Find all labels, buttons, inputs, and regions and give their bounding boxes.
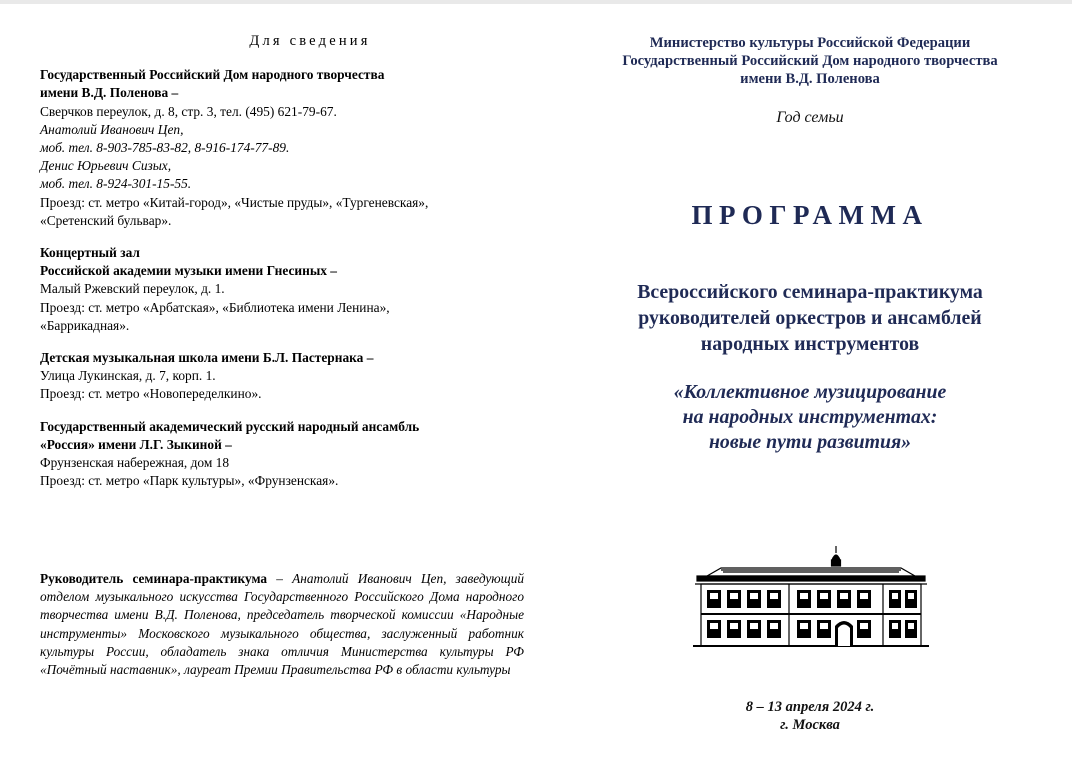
seminar-director [40, 570, 524, 679]
block-title-line: Государственный Российский Дом народного творчества [40, 67, 385, 83]
event-dates-block [556, 698, 1064, 734]
block-title-line: «Россия» имени Л.Г. Зыкиной – [40, 436, 232, 452]
cover-column [556, 34, 1064, 455]
address-line: Сверчков переулок, д. 8, стр. 3, тел. (495) 621-79-67. [40, 103, 337, 119]
block-title-line: Российской академии музыки имени Гнесиных – [40, 263, 338, 279]
metro-line: Проезд: ст. метро «Арбатская», «Библиотека имени Ленина», [40, 299, 390, 315]
metro-line: «Баррикадная». [40, 317, 130, 333]
event-dates: 8 – 13 апреля 2024 г. [745, 699, 875, 715]
address-line: Фрунзенская набережная, дом 18 [40, 455, 230, 471]
info-column [40, 32, 526, 504]
seminar-title-line: руководителей оркестров и ансамблей [638, 307, 982, 329]
metro-line: Проезд: ст. метро «Новопеределкино». [40, 386, 262, 402]
director-dash: – [267, 571, 293, 586]
seminar-topic [556, 380, 1064, 455]
contact-name: Денис Юрьевич Сизых, [40, 158, 172, 174]
block-title-line: Концертный зал [40, 245, 140, 261]
address-line: Малый Ржевский переулок, д. 1. [40, 281, 225, 297]
metro-line: Проезд: ст. метро «Парк культуры», «Фрунзенская». [40, 473, 339, 489]
topic-line: на народных инструментах: [682, 406, 938, 428]
block-title-line: Детская музыкальная школа имени Б.Л. Пастернака – [40, 350, 374, 366]
info-block-rossiya-ensemble [40, 418, 526, 491]
top-edge-strip [0, 0, 1072, 4]
info-block-polenov-house [40, 66, 526, 230]
program-title: ПРОГРАММА [691, 200, 929, 230]
contact-phone: моб. тел. 8-903-785-83-82, 8-916-174-77-89. [40, 140, 290, 156]
director-description: Анатолий Иванович Цеп, заведующий отделом музыкального искусства Государственного Российского Дома народного творчества имени В.Д. Поленова, председатель творческой комиссии «Народные инструменты» Московского музыкального общества, заслуженный работник культуры России, обладатель знака отличия Министерства культуры РФ «Почётный наставник», лауреат Премии Правительства РФ в области культуры [40, 571, 524, 678]
contact-name: Анатолий Иванович Цеп, [40, 121, 184, 137]
director-label: Руководитель семинара-практикума [40, 571, 268, 586]
metro-line: «Сретенский бульвар». [40, 212, 172, 228]
seminar-title-line: народных инструментов [700, 333, 920, 355]
topic-line: «Коллективное музицирование [673, 381, 947, 403]
contact-phone: моб. тел. 8-924-301-15-55. [40, 176, 192, 192]
info-block-pasternak-school [40, 349, 526, 404]
organizer-line: Государственный Российский Дом народного творчества [622, 53, 998, 69]
block-title-line: Государственный академический русский народный ансамбль [40, 418, 420, 434]
organizer-line: Министерство культуры Российской Федерации [649, 35, 971, 51]
address-line: Улица Лукинская, д. 7, корп. 1. [40, 368, 216, 384]
seminar-title-line: Всероссийского семинара-практикума [637, 281, 983, 303]
event-city: г. Москва [780, 717, 840, 733]
topic-line: новые пути развития» [708, 431, 912, 453]
building-illustration [693, 546, 929, 650]
info-heading: Для сведения [249, 33, 371, 49]
info-block-gnesin-hall [40, 244, 526, 335]
block-title-line: имени В.Д. Поленова – [40, 85, 179, 101]
seminar-title [556, 279, 1064, 357]
year-theme: Год семьи [776, 109, 844, 126]
organizer-line: имени В.Д. Поленова [740, 71, 880, 87]
metro-line: Проезд: ст. метро «Китай-город», «Чистые пруды», «Тургеневская», [40, 194, 429, 210]
organizer-header [556, 34, 1064, 88]
